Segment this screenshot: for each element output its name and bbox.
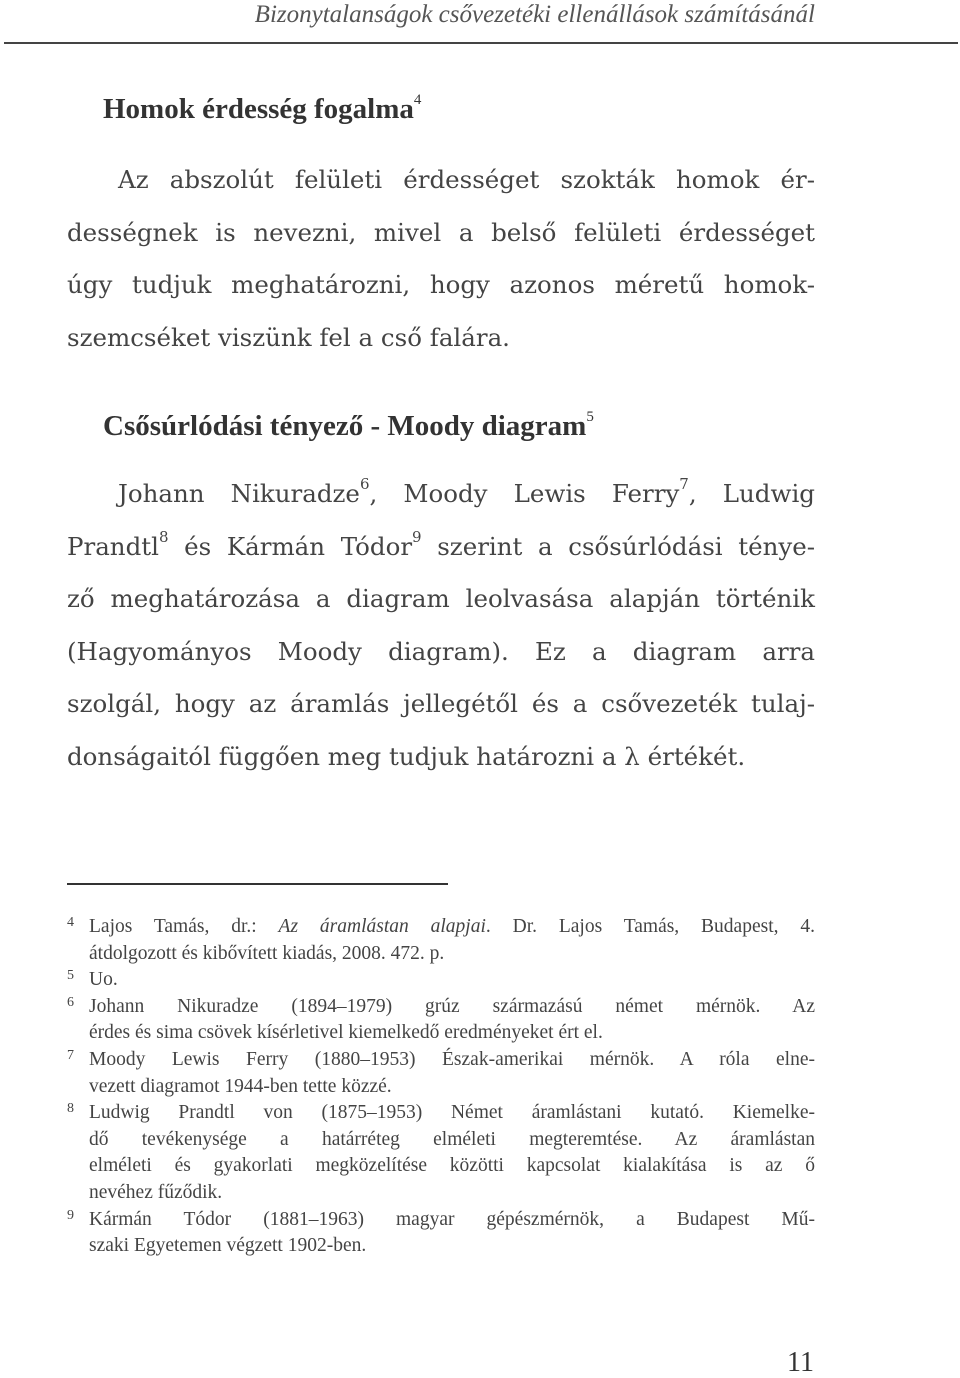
footnote-line: Moody Lewis Ferry (1880–1953) Észak-amerikai mérnök. A róla elne- [89,1048,815,1070]
text-line: szemcséket viszünk fel a cső falára. [67,322,510,352]
footnote-divider [67,883,448,885]
footnote-6 [67,994,815,1047]
text-line: dességnek is nevezni, mivel a belső felületi érdességet [67,217,815,247]
text-run: . Dr. Lajos Tamás, Budapest, 4. [485,916,815,937]
section-title-text: Csősúrlódási tényező - Moody diagram [103,410,587,442]
footnote-7 [67,1047,815,1100]
footnote-line: Kármán Tódor (1881–1963) magyar gépészmérnök, a Budapest Mű- [89,1208,815,1230]
footnote-line: elméleti és gyakorlati megközelítése közötti kapcsolat kialakítása is az ő [89,1155,815,1177]
text-run: Lajos Tamás, dr.: [89,916,279,937]
footnote-line: Uo. [89,969,118,991]
footnote-ref: 7 [679,475,689,493]
text-run: Prandtl [67,531,159,561]
text-run: , Ludwig [688,479,815,508]
section-title-moody [103,409,594,443]
footnote-8 [67,1100,815,1206]
footnote-number: 7 [67,1047,74,1063]
footnotes [67,914,815,1260]
footnote-ref: 6 [359,475,370,493]
book-title: Az áramlástan alapjai [278,916,486,937]
footnote-9 [67,1207,815,1260]
footnote-4 [67,914,815,967]
text-run: és Kármán Tódor [168,531,413,561]
footnote-line: szaki Egyetemen végzett 1902-ben. [89,1235,367,1257]
running-title: Bizonytalanságok csővezetéki ellenállások számításánál [254,1,815,28]
text-line [67,468,815,521]
text-run: , Moody Lewis Ferry [369,479,680,508]
text-run: szerint a csősúrlódási ténye- [421,531,816,561]
footnote-line: Johann Nikuradze (1894–1979) grúz származású német mérnök. Az [89,995,815,1017]
text-line: úgy tudjuk meghatározni, hogy azonos méretű homok- [67,270,815,299]
text-line: (Hagyományos Moody diagram). Ez a diagram arra [67,636,815,666]
text-line [67,521,815,574]
footnote-line: Ludwig Prandtl von (1875–1953) Német áramlástani kutató. Kiemelke- [89,1102,815,1124]
footnote-ref: 5 [586,409,594,425]
footnote-number: 8 [67,1101,74,1117]
footnote-number: 6 [67,994,74,1010]
footnote-number: 4 [67,915,74,930]
text-line: donságaitól függően meg tudjuk határozni a λ értékét. [67,741,746,771]
footnote-line: dő tevékenysége a határréteg elméleti megteremtése. Az áramlástan [89,1128,815,1150]
footnote-line: vezett diagramot 1944-ben tette közzé. [89,1075,392,1097]
paragraph-homok [67,154,815,364]
footnote-ref: 8 [158,527,169,546]
footnote-number: 5 [67,968,74,984]
footnote-ref: 9 [412,527,422,546]
footnote-line: átdolgozott és kibővített kiadás, 2008. 472. p. [89,942,445,964]
footnote-line [89,914,815,941]
page-number: 11 [787,1347,814,1378]
footnote-ref: 4 [413,92,422,108]
header-divider [4,42,958,44]
footnote-number: 9 [67,1207,74,1223]
footnote-line: nevéhez fűződik. [89,1181,223,1203]
text-line: szolgál, hogy az áramlás jellegétől és a csővezeték tulaj- [67,689,815,718]
text-line: ző meghatározása a diagram leolvasása alapján történik [67,584,815,613]
text-line: Az abszolút felületi érdességet szokták homok ér- [118,165,815,194]
section-title-homok [103,92,421,126]
paragraph-moody [67,468,815,783]
text-run: Johann Nikuradze [118,479,360,508]
footnote-line: érdes és sima csövek kísérletivel kiemelkedő eredményeket ért el. [89,1022,603,1044]
running-header [0,0,960,44]
footnote-5 [67,967,815,994]
section-title-text: Homok érdesség fogalma [103,93,414,125]
